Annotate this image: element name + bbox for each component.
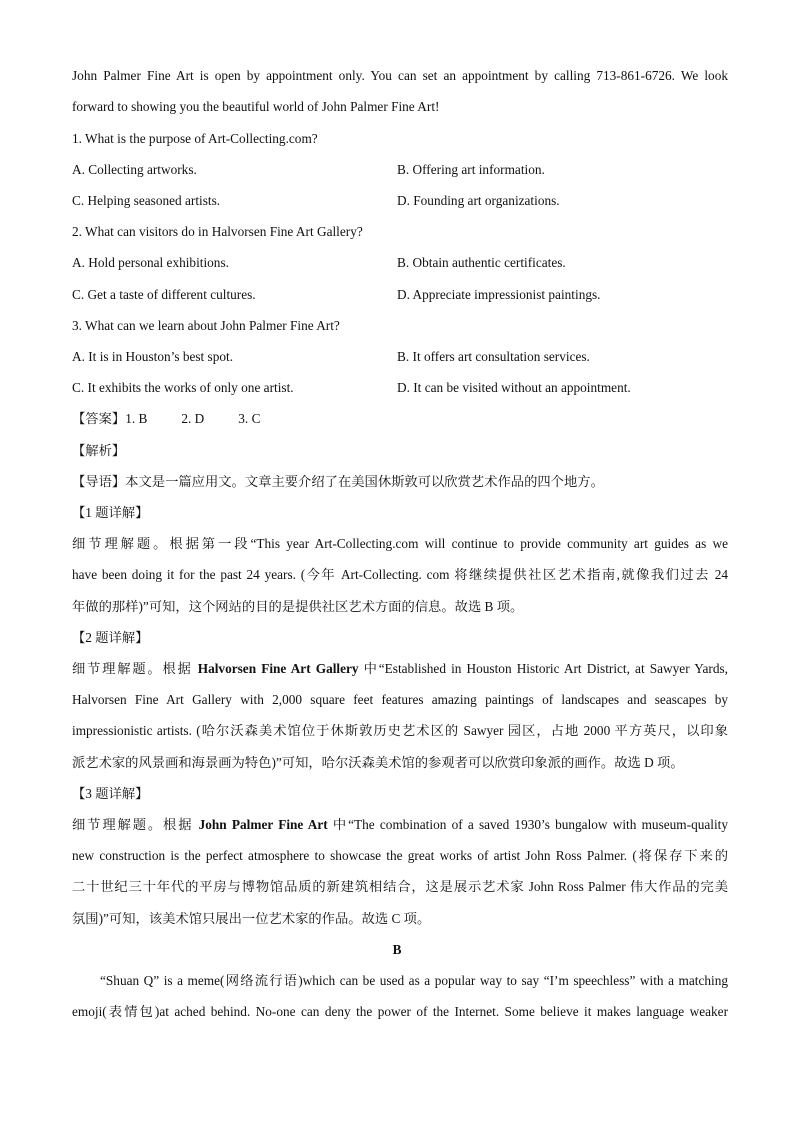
question-3-option-b: B. It offers art consultation services. <box>397 349 590 364</box>
section-b-line-1: “Shuan Q” is a meme(网络流行语)which can be used as a popular way to say “I’m speechless” with a matching <box>100 973 728 988</box>
question-2-option-a: A. Hold personal exhibitions. <box>72 255 229 270</box>
detail-2-line-1 <box>72 660 728 678</box>
detail-2-gallery-name: Halvorsen Fine Art Gallery <box>197 661 359 676</box>
answer-label: 【答案】 <box>72 411 126 426</box>
answer-3: 3. C <box>238 411 261 426</box>
question-2-option-c: C. Get a taste of different cultures. <box>72 287 256 302</box>
detail-3-line-3: 二十世纪三十年代的平房与博物馆品质的新建筑相结合，这是展示艺术家 John Ross Palmer 伟大作品的完美 <box>72 879 728 894</box>
detail-3-gallery-name: John Palmer Fine Art <box>198 817 328 832</box>
question-1-stem: 1. What is the purpose of Art-Collecting.com? <box>72 131 318 146</box>
detail-3-quote-start: 中“The combination of a saved 1930’s bungalow with museum-quality <box>327 817 728 832</box>
detail-1-heading: 【1 题详解】 <box>72 505 149 520</box>
question-3-option-c: C. It exhibits the works of only one artist. <box>72 380 294 395</box>
question-2-option-d: D. Appreciate impressionist paintings. <box>397 287 601 302</box>
answer-1: 1. B <box>125 411 148 426</box>
question-1-option-b: B. Offering art information. <box>397 162 545 177</box>
detail-3-line-4: 氛围)”可知，该美术馆只展出一位艺术家的作品。故选 C 项。 <box>72 911 431 926</box>
intro-line-1: John Palmer Fine Art is open by appointment only. You can set an appointment by calling 713-861-6726. We look <box>72 68 728 83</box>
question-1-option-d: D. Founding art organizations. <box>397 193 560 208</box>
detail-3-line-1 <box>72 816 728 834</box>
question-3-stem: 3. What can we learn about John Palmer Fine Art? <box>72 318 340 333</box>
detail-3-heading: 【3 题详解】 <box>72 786 149 801</box>
answer-2: 2. D <box>181 411 205 426</box>
detail-3-lead: 细节理解题。根据 <box>72 817 199 832</box>
detail-3-line-2: new construction is the perfect atmosphere to showcase the great works of artist John Ross Palmer. (将保存下来的 <box>72 848 728 863</box>
detail-1-line-1: 细节理解题。根据第一段“This year Art-Collecting.com will continue to provide community art guides as we <box>72 536 728 551</box>
detail-2-line-3: impressionistic artists. (哈尔沃森美术馆位于休斯敦历史艺术区的 Sawyer 园区，占地 2000 平方英尺，以印象 <box>72 723 728 738</box>
question-1-option-a: A. Collecting artworks. <box>72 162 197 177</box>
detail-2-line-4: 派艺术家的风景画和海景画为特色)”可知，哈尔沃森美术馆的参观者可以欣赏印象派的画作。故选 D 项。 <box>72 755 684 770</box>
question-3-option-d: D. It can be visited without an appointment. <box>397 380 631 395</box>
detail-1-line-2: have been doing it for the past 24 years. (今年 Art-Collecting. com 将继续提供社区艺术指南,就像我们过去 24 <box>72 567 728 582</box>
detail-2-lead: 细节理解题。根据 <box>72 661 198 676</box>
intro-line-2: forward to showing you the beautiful world of John Palmer Fine Art! <box>72 99 440 114</box>
question-1-option-c: C. Helping seasoned artists. <box>72 193 221 208</box>
detail-1-line-3: 年做的那样)”可知，这个网站的目的是提供社区艺术方面的信息。故选 B 项。 <box>72 599 524 614</box>
question-3-option-a: A. It is in Houston’s best spot. <box>72 349 234 364</box>
question-2-stem: 2. What can visitors do in Halvorsen Fine Art Gallery? <box>72 224 363 239</box>
detail-2-quote-start: 中“Established in Houston Historic Art District, at Sawyer Yards, <box>358 661 728 676</box>
guide-text: 【导语】本文是一篇应用文。文章主要介绍了在美国休斯敦可以欣赏艺术作品的四个地方。 <box>72 474 604 489</box>
section-b-line-2: emoji(表情包)at ached behind. No-one can deny the power of the Internet. Some believe it makes language weaker <box>72 1004 728 1019</box>
analysis-label: 【解析】 <box>72 443 126 458</box>
detail-2-line-2: Halvorsen Fine Art Gallery with 2,000 square feet features amazing paintings of landscapes and seascapes by <box>72 692 728 707</box>
section-b-title: B <box>392 942 402 957</box>
detail-2-heading: 【2 题详解】 <box>72 630 149 645</box>
question-2-option-b: B. Obtain authentic certificates. <box>397 255 566 270</box>
answer-line <box>72 410 728 428</box>
